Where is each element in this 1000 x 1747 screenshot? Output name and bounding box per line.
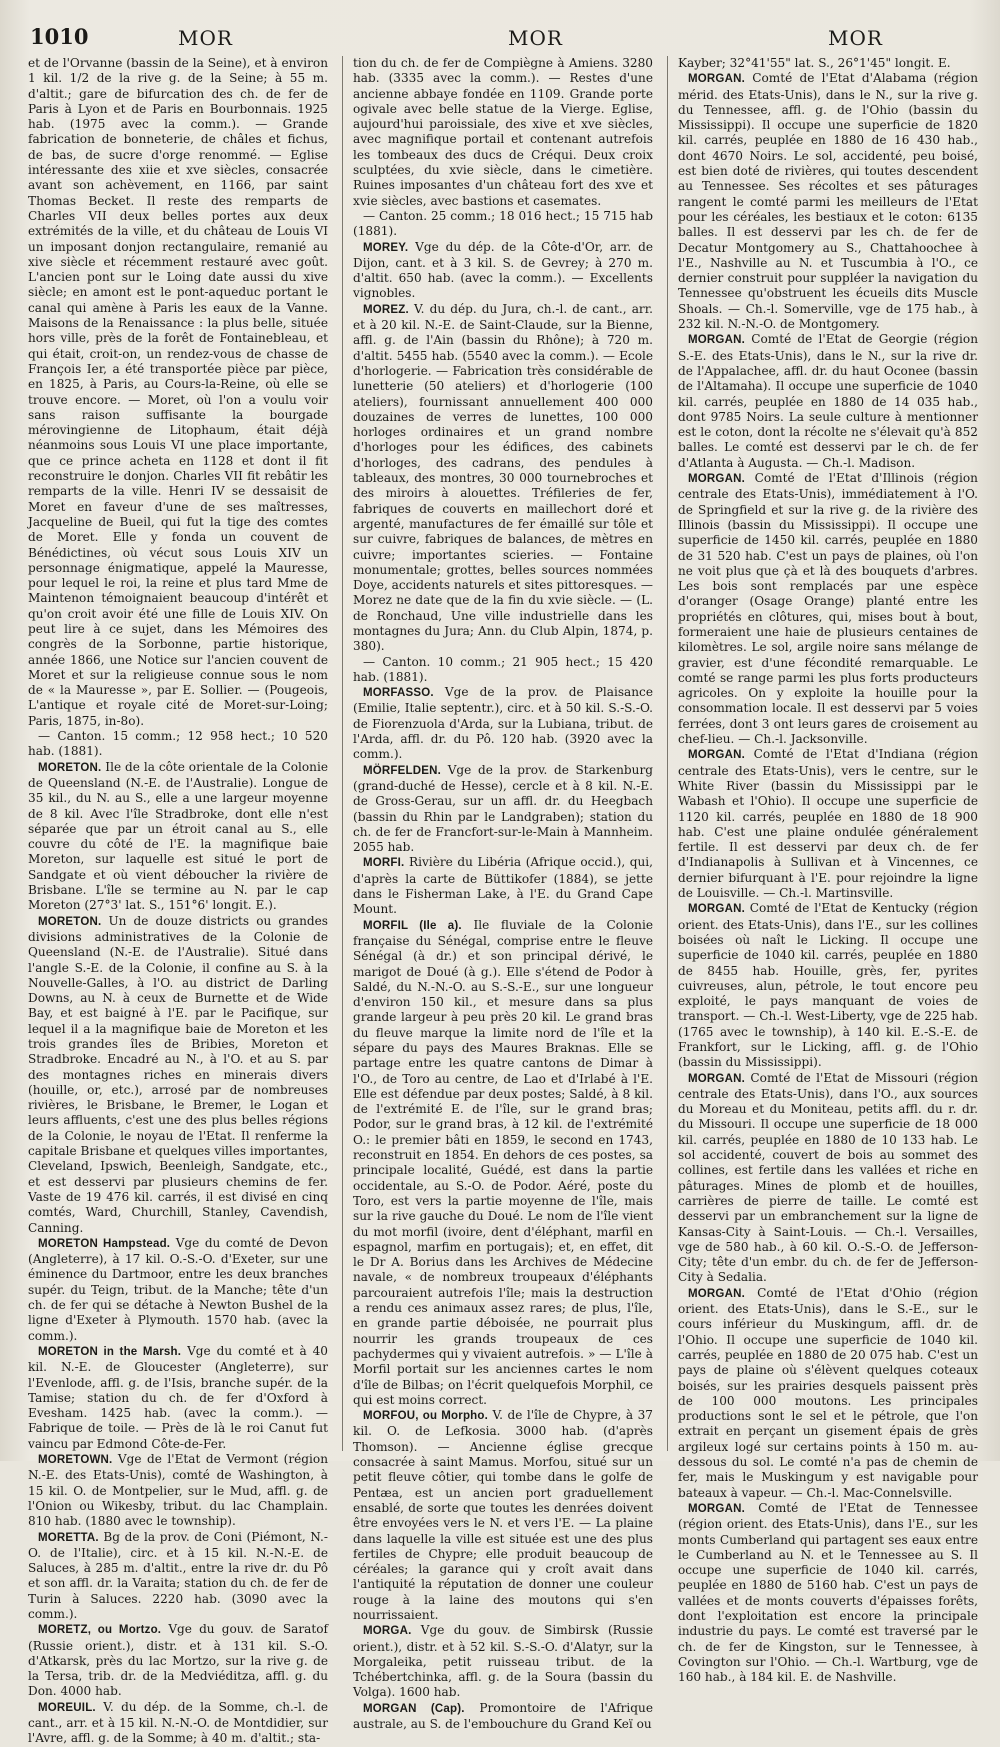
entry-headword: MORETOWN. <box>38 1454 113 1467</box>
entry-text: Comté de l'Etat de Missouri (région centrale des Etats-Unis), dans l'O., aux sources du Moreau et du Moniteau, petits affl. du r. dr. du Missouri. Il occupe une superficie de 18 000 kil. carrés, peuplée en 1880 de 10 133 hab. Le sol accidenté, couvert de bois au sommet des collines, est fertile dans les vallées et riche en pâturages. Mines de plomb et de houilles, carrières de pierre de taille. Le comté est desservi par un embranchement sur la ligne de Kansas-City à Saint-Louis. — Ch.-l. Versailles, vge de 580 hab., à 60 kil. O.-S.-O. de Jefferson-City; tête d'un embr. du ch. de fer de Jefferson-City à Sedalia. <box>678 1070 978 1285</box>
dictionary-entry <box>678 471 978 747</box>
entry-headword: MORETON in the Marsh. <box>38 1345 182 1358</box>
dictionary-entry <box>353 56 653 209</box>
entry-headword: MORGAN. <box>688 73 745 86</box>
dictionary-entry <box>28 1530 328 1623</box>
dictionary-entry <box>28 760 328 914</box>
running-head-right: MOR <box>828 26 883 50</box>
running-head-left: MOR <box>178 26 233 50</box>
dictionary-entry <box>353 918 653 1409</box>
entry-headword: MORETON. <box>38 761 102 774</box>
text-column-right <box>667 56 978 1685</box>
entry-headword: MOREZ. <box>363 303 409 316</box>
dictionary-entry <box>28 1344 328 1452</box>
dictionary-entry <box>678 1286 978 1501</box>
entry-headword: MORGAN. <box>688 1072 745 1085</box>
dictionary-entry <box>28 1452 328 1529</box>
entry-headword: MORGAN. <box>688 903 745 916</box>
dictionary-entry <box>353 855 653 917</box>
dictionary-entry <box>678 71 978 332</box>
entry-text: Vge du gouv. de Saratof (Russie orient.), distr. et à 131 kil. S.-O. d'Atkarsk, près du lac Mortzo, sur la rive g. de la Tersa, trib. dr. de la Medviéditza, affl. g. du Don. 4000 hab. <box>28 1622 328 1699</box>
text-columns <box>28 56 978 1746</box>
entry-text: Bg de la prov. de Coni (Piémont, N.-O. de l'Italie), circ. et à 15 kil. N.-N.-E. de Saluces, à 285 m. d'altit., entre la rive dr. du Pô et son affl. dr. la Varaita; station du ch. de fer de Turin à Saluces. 2220 hab. (3090 avec la comm.). <box>28 1529 328 1621</box>
entry-text: Vge de la prov. de Starkenburg (grand-duché de Hesse), cercle et à 8 kil. N.-E. de Gross-Gerau, sur un affl. dr. du Heegbach (bassin du Rhin par le Landgraben); station du ch. de fer de Francfort-sur-le-Main à Mannheim. 2055 hab. <box>353 762 653 855</box>
entry-headword: MORGAN. <box>688 749 745 762</box>
entry-text: Vge de l'Etat de Vermont (région N.-E. des Etats-Unis), comté de Washington, à 15 kil. O. de Montpelier, sur le Mud, affl. g. de l'Onion ou Wikesby, tribut. du lac Champlain. 810 hab. (1880 avec le township). <box>28 1452 328 1529</box>
entry-headword: MORFOU, ou Morpho. <box>363 1410 489 1423</box>
entry-text: tion du ch. de fer de Compiègne à Amiens. 3280 hab. (3335 avec la comm.). — Restes d'une ancienne abbaye fondée en 1109. Grande porte ogivale avec belle statue de la Vierge. Eglise, aujourd'hui paroissiale, des xive et xve siècles, avec magnifique portail et contenant autrefois les tombeaux des ducs de Créqui. Deux croix sculptées, du xvie siècle, dans le cimetière. Ruines imposantes d'un château fort des xve et xvie siècles, avec bastions et casemates. <box>353 56 653 208</box>
entry-text: Kayber; 32°41'55" lat. S., 26°1'45" longit. E. <box>678 56 951 70</box>
dictionary-entry <box>678 1071 978 1286</box>
dictionary-entry <box>353 655 653 686</box>
dictionary-entry <box>353 240 653 302</box>
entry-text: Comté de l'Etat d'Alabama (région mérid. des Etats-Unis), dans le N., sur la rive g. du Tennessee, affl. g. de l'Ohio (bassin du Mississippi). Il occupe une superficie de 1820 kil. carrés, peuplée en 1880 de 16 430 hab., dont 4670 Noirs. Le sol, accidenté, peu boisé, est bien doté de rivières, qui toutes descendent au Tennessee. Ses récoltes et ses pâturages rangent le comté parmi les meilleurs de l'Etat pour les céréales, les bestiaux et le coton: 6135 balles. Il est desservi par les ch. de fer de Decatur Montgomery au S., Chattahoochee à l'E., Nashville au N. et Tuscumbia à l'O., ce dernier construit pour suppléer la navigation du Tennessee qu'obstruent les écueils dits Muscle Shoals. — Ch.-l. Somerville, vge de 175 hab., à 232 kil. N.-N.-O. de Montgomery. <box>678 71 978 332</box>
entry-headword: MORETON Hampstead. <box>38 1237 171 1250</box>
entry-headword: MORGAN. <box>688 1287 745 1300</box>
entry-text: Vge du comté et à 40 kil. N.-E. de Gloucester (Angleterre), sur l'Evenlode, affl. g. de l'Isis, branche supér. de la Tamise; station du ch. de fer d'Oxford à Evesham. 1425 hab. (avec la comm.). — Fabrique de toile. — Près de là le roi Canut fut vaincu par Edmond Côte-de-Fer. <box>28 1343 328 1451</box>
entry-headword: MOREY. <box>363 241 409 254</box>
dictionary-entry <box>353 1408 653 1623</box>
dictionary-entry <box>28 729 328 760</box>
dictionary-entry <box>678 747 978 901</box>
entry-headword: MORETON. <box>38 915 102 928</box>
entry-headword: MORFI. <box>363 857 405 870</box>
dictionary-entry <box>353 763 653 856</box>
entry-text: Vge de la prov. de Plaisance (Emilie, Italie septentr.), circ. et à 50 kil. S.-S.-O. de Fiorenzuola d'Arda, sur la Lubiana, tribut. de l'Arda, affl. dr. du Pô. 120 hab. (3920 avec la comm.). <box>353 685 653 762</box>
entry-headword: MORETTA. <box>38 1531 99 1544</box>
entry-headword: MORGAN. <box>688 334 745 347</box>
entry-text: Comté de l'Etat d'Ohio (région orient. des Etats-Unis), dans le S.-E., sur le cours inférieur du Muskingum, affl. dr. de l'Ohio. Il occupe une superficie de 1040 kil. carrés, peuplée en 1880 de 20 075 hab. C'est un pays de plaine où s'élèvent quelques coteaux boisés, sur les prairies desquels paissent près de 100 000 moutons. Les principales productions sont le sel et le pétrole, que l'on extrait en perçant un gisement épais de grès argileux logé sur certains points à 150 m. au-dessous du sol. Le comté n'a pas de chemin de fer, mais le Muskingum y est navigable pour bateaux à vapeur. — Ch.-l. Mac-Connelsville. <box>678 1285 978 1500</box>
entry-text: Comté de l'Etat d'Indiana (région centrale des Etats-Unis), vers le centre, sur le White River (bassin du Mississippi par le Wabash et l'Ohio). Il occupe une superficie de 1120 kil. carrés, peuplée en 1880 de 18 900 hab. C'est une plaine ondulée généralement fertile. Il est desservi par deux ch. de fer d'Indianapolis à Sullivan et à Vincennes, ce dernier bifurquant à l'E. pour rejoindre la ligne de Louisville. — Ch.-l. Martinsville. <box>678 747 978 901</box>
dictionary-entry <box>678 1501 978 1686</box>
running-head-center: MOR <box>508 26 563 50</box>
entry-headword: MOREUIL. <box>38 1701 96 1714</box>
dictionary-entry <box>353 685 653 762</box>
entry-text: Vge du comté de Devon (Angleterre), à 17 kil. O.-S.-O. d'Exeter, sur une éminence du Dartmoor, entre les deux branches supér. du Teign, tribut. de la Manche; tête d'un ch. de fer qui se détache à Newton Bushel de la ligne d'Exeter à Plymouth. 1570 hab. (avec la comm.). <box>28 1235 328 1343</box>
dictionary-entry <box>353 209 653 240</box>
entry-headword: MÖRFELDEN. <box>363 764 442 777</box>
entry-text: V. du dép. de la Somme, ch.-l. de cant., arr. et à 15 kil. N.-N.-O. de Montdidier, sur l'Avre, affl. g. de la Somme; à 40 m. d'altit.; sta- <box>28 1699 328 1746</box>
dictionary-entry <box>28 56 328 729</box>
entry-text: — Canton. 25 comm.; 18 016 hect.; 15 715 hab (1881). <box>353 208 653 239</box>
entry-text: Un de douze districts ou grandes divisions administratives de la Colonie de Queensland (N.-E. de l'Australie). Situé dans l'angle S.-E. de la Colonie, il confine au S. à la Nouvelle-Galles, à l'O. au district de Darling Downs, au N. à ceux de Burnette et de Wide Bay, et est baigné à l'E. par le Pacifique, sur lequel il a la magnifique baie de Moreton et les trois grandes îles de Bribies, Moreton et Stradbroke. Encadré au N., à l'O. et au S. par des montagnes riches en minerais divers (houille, or, etc.), arrosé par de nombreuses rivières, le Brisbane, le Bremer, le Logan et leurs affluents, c'est une des plus belles régions de la Colonie, le noyau de l'Etat. Il renferme la capitale Brisbane et quelques villes importantes, Cleveland, Ipswich, Beenleigh, Sandgate, etc., et est desservi par plusieurs chemins de fer. Vaste de 19 476 kil. carrés, il est divisé en cinq comtés, Ward, Churchill, Stanley, Cavendish, Canning. <box>28 913 328 1235</box>
entry-text: et de l'Orvanne (bassin de la Seine), et à environ 1 kil. 1/2 de la rive g. de la Seine; à 55 m. d'altit.; gare de bifurcation des ch. de fer de Paris à Lyon et de Paris en Bourbonnais. 1925 hab. (1975 avec la comm.). — Grande fabrication de bonneterie, de châles et fichus, de bas, de sucre d'orge renommé. — Eglise intéressante des xiie et xve siècles, consacrée avant son achèvement, en 1166, par saint Thomas Becket. Il reste des remparts de Charles VII deux belles portes aux deux extrémités de la ville, et du château de Louis VI un imposant donjon rectangulaire, remanié au xive siècle et récemment restauré avec goût. L'ancien pont sur le Loing date aussi du xive siècle; en amont est le pont-aqueduc portant le canal qui amène à Paris les eaux de la Vanne. Maisons de la Renaissance : la plus belle, située hors ville, près de la forêt de Fontainebleau, et qui était, croit-on, un rendez-vous de chasse de François Ier, a été transportée pièce par pièce, en 1825, à Paris, au Cours-la-Reine, où elle se trouve encore. — Moret, où l'on a voulu voir sans raison suffisante la bourgade mérovingienne de Litophaum, était déjà néanmoins sous Louis VI une place importante, que ce prince acheta en 1128 et dont il fit reconstruire le donjon. Charles VII fit rebâtir les remparts de la ville. Henri IV se dessaisit de Moret en faveur d'une de ses maîtresses, Jacqueline de Bueil, qui fut la tige des comtes de Moret. Elle y fonda un couvent de Bénédictines, où vécut sous Louis XIV un personnage énigmatique, appelé la Mauresse, pour lequel le roi, la reine et plus tard Mme de Maintenon témoignaient beaucoup d'intérêt et qu'on croit avoir été une fille de Louis XIV. On peut lire à ce sujet, dans les Mémoires des congrès de la Sorbonne, partie historique, année 1866, une Notice sur l'ancien couvent de Moret et sur la religieuse connue sous le nom de « la Mauresse », par E. Sollier. — (Pougeois, L'antique et royale cité de Moret-sur-Loing; Paris, 1875, in-8o). <box>28 56 328 728</box>
entry-headword: MORGAN. <box>688 1502 745 1515</box>
entry-text: Vge du dép. de la Côte-d'Or, arr. de Dijon, cant. et à 3 kil. S. de Gevrey; à 270 m. d'altit. 650 hab. (avec la comm.). — Excellents vignobles. <box>353 239 653 301</box>
dictionary-entry <box>353 1623 653 1700</box>
entry-headword: MORFIL (Ile a). <box>363 919 462 932</box>
entry-headword: MORGA. <box>363 1625 412 1638</box>
entry-headword: MORGAN. <box>688 473 745 486</box>
entry-headword: MORGAN (Cap). <box>363 1702 465 1715</box>
dictionary-entry <box>353 1701 653 1733</box>
entry-text: Comté de l'Etat de Georgie (région S.-E. des Etats-Unis), dans le N., sur la rive dr. de l'Appalachee, affl. dr. du haut Oconee (bassin de l'Altamaha). Il occupe une superficie de 1040 kil. carrés, peuplée en 1880 de 14 035 hab., dont 9785 Noirs. La seule culture à mentionner est le coton, dont la récolte ne s'élevait qu'à 852 balles. Le comté est desservi par le ch. de fer d'Atlanta à Augusta. — Ch.-l. Madison. <box>678 332 978 470</box>
entry-text: Vge du gouv. de Simbirsk (Russie orient.), distr. et à 52 kil. S.-S.-O. d'Alatyr, sur la Morgaleika, petit ruisseau tribut. de la Tchébertchinka, affl. g. de la Soura (bassin du Volga). 1600 hab. <box>353 1623 653 1700</box>
page-header <box>28 18 978 56</box>
entry-text: Comté de l'Etat d'Illinois (région centrale des Etats-Unis), immédiatement à l'O. de Springfield et sur la rive g. de la rivière des Illinois (bassin du Mississippi). Il occupe une superficie de 1450 kil. carrés, peuplée en 1880 de 31 520 hab. C'est un pays de plaines, où l'on ne voit plus que çà et là des bouquets d'arbres. Les bois sont remplacés par une espèce d'oranger (Osage Orange) planté entre les propriétés en clôtures, qui, mises bout à bout, formeraient une haie de plusieurs centaines de kilomètres. Le sol, argile noire sans mélange de gravier, est d'une fécondité remarquable. Le comté se range parmi les plus forts producteurs agricoles. On y exploite la houille pour la consommation locale. Il est desservi par 5 voies ferrées, dont 3 ont leurs gares de croisement au chef-lieu. — Ch.-l. Jacksonville. <box>678 471 978 747</box>
entry-headword: MORETZ, ou Mortzo. <box>38 1624 162 1637</box>
entry-text: V. du dép. du Jura, ch.-l. de cant., arr. et à 20 kil. N.-E. de Saint-Claude, sur la Bienne, affl. g. de l'Ain (bassin du Rhône); à 720 m. d'altit. 5455 hab. (5540 avec la comm.). — Ecole d'horlogerie. — Fabrication très considérable de lunetterie (50 ateliers) et d'horlogerie (100 ateliers), fournissant annuellement 400 000 douzaines de verres de lunettes, 100 000 horloges ordinaires et un grand nombre d'horloges pour les édifices, des cabinets d'horloges, des cadrans, des pendules à tableaux, des montres, 30 000 tournebroches et des miroirs à alouettes. Tréfileries de fer, fabriques de couverts en maillechort doré et argenté, manufactures de fer émaillé sur tôle et sur cuivre, fabriques de balances, de mètres en cuivre; importantes scieries. — Fontaine monumentale; grottes, belles sources nommées Doye, accidents naturels et sites pittoresques. — Morez ne date que de la fin du xvie siècle. — (L. de Ronchaud, Une ville industrielle dans les montagnes du Jura; Ann. du Club Alpin, 1874, p. 380). <box>353 301 653 654</box>
dictionary-entry <box>353 302 653 655</box>
entry-text: Comté de l'Etat de Kentucky (région orient. des Etats-Unis), dans l'E., sur les collines boisées où naît le Licking. Il occupe une superficie de 1040 kil. carrés, peuplée en 1880 de 8455 hab. Houille, grès, fer, pyrites cuivreuses, alun, pétrole, le tout encore peu exploité, le pays manquant de voies de transport. — Ch.-l. West-Liberty, vge de 225 hab. (1765 avec le township), à 140 kil. E.-S.-E. de Frankfort, sur le Licking, affl. g. de l'Ohio (bassin du Mississippi). <box>678 901 978 1070</box>
page-number: 1010 <box>30 24 89 49</box>
dictionary-entry <box>28 1622 328 1699</box>
entry-text: — Canton. 15 comm.; 12 958 hect.; 10 520 hab. (1881). <box>28 729 328 759</box>
dictionary-entry <box>678 56 978 71</box>
entry-headword: MORFASSO. <box>363 687 434 700</box>
dictionary-entry <box>678 332 978 471</box>
entry-text: Ile de la côte orientale de la Colonie de Queensland (N.-E. de l'Australie). Longue de 35 kil., du N. au S., elle a une largeur moyenne de 8 kil. Avec l'île Stradbroke, dont elle n'est séparée que par un étroit canal au S., elle couvre du côté de l'E. la magnifique baie Moreton, sur laquelle est situé le port de Sandgate et où vient déboucher la rivière de Brisbane. L'île se termine au N. par le cap Moreton (27°3' lat. S., 151°6' longit. E.). <box>28 759 328 913</box>
entry-text: — Canton. 10 comm.; 21 905 hect.; 15 420 hab. (1881). <box>353 654 653 684</box>
text-column-left <box>28 56 328 1746</box>
dictionary-entry <box>28 1236 328 1344</box>
entry-text: Comté de l'Etat de Tennessee (région orient. des Etats-Unis), dans l'E., sur les monts Cumberland qui partagent ses eaux entre le Cumberland au N. et le Tennessee au S. Il occupe une superficie de 1040 kil. carrés, peuplée en 1880 de 5160 hab. C'est un pays de vallées et de monts couverts d'épaisses forêts, dont l'exploitation est encore la principale industrie du pays. Le comté est traversé par le ch. de fer de Kingston, sur le Tennessee, à Covington sur l'Ohio. — Ch.-l. Wartburg, vge de 160 hab., à 184 kil. E. de Nashville. <box>678 1500 978 1685</box>
entry-text: Ile fluviale de la Colonie française du Sénégal, comprise entre le fleuve Sénégal (à dr.) et son principal dérivé, le marigot de Doué (à g.). Elle s'étend de Podor à Saldé, du N.-N.-O. au S.-S.-E., sur une longueur d'environ 150 kil., et mesure dans sa plus grande largeur à peu près 20 kil. Le grand bras du fleuve marque la limite nord de l'île et la sépare du pays des Maures Braknas. Elle se partage entre les quatre cantons de Dimar à l'O., de Toro au centre, de Lao et d'Irlabé à l'E. Elle est défendue par deux postes; Saldé, à 8 kil. de l'extrémité E. de l'île, sur le grand bras; Podor, sur le grand bras, à 12 kil. de l'extrémité O.: le premier bâti en 1859, le second en 1743, reconstruit en 1854. En dehors de ces postes, sa principale localité, Guédé, est dans la partie occidentale, au S.-O. de Podor. Aéré, poste du Toro, est vers la partie moyenne de l'île, mais sur la rive gauche du Doué. Le nom de l'île vient du mot morfil (ivoire, dent d'éléphant, marfil en espagnol, marfim en portugais); et, en effet, dit le Dr A. Borius dans les Archives de Médecine navale, « de nombreux troupeaux d'éléphants parcouraient autrefois l'île; mais la destruction a rendu ces animaux assez rares; de plus, l'île, en grande partie déboisée, ne pourrait plus nourrir les grands troupeaux de ces pachydermes qui y vivaient autrefois. » — L'île à Morfil portait sur les anciennes cartes le nom d'île de Bilbas; on l'écrit quelquefois Morphil, ce qui est moins correct. <box>353 917 653 1407</box>
entry-text: V. de l'île de Chypre, à 37 kil. O. de Lefkosia. 3000 hab. (d'après Thomson). — Ancienne église grecque consacrée à saint Mamus. Morfou, situé sur un petit fleuve côtier, qui tombe dans le golfe de Pentæa, est un ancien port graduellement ensablé, de sorte que toutes les denrées doivent être envoyées vers le N. et vers l'E. — La plaine dans laquelle la ville est située est une des plus fertiles de Chypre; elle produit beaucoup de céréales; la garance qui y croît avait dans l'antiquité la réputation de donner une couleur rouge à la laine des moutons qui s'en nourrissaient. <box>353 1408 653 1622</box>
text-column-middle <box>342 56 653 1732</box>
entry-text: Rivière du Libéria (Afrique occid.), qui, d'après la carte de Büttikofer (1884), se jette dans le Fisherman Lake, à l'E. du Grand Cape Mount. <box>353 855 653 917</box>
dictionary-entry <box>678 901 978 1070</box>
dictionary-entry <box>28 1700 328 1747</box>
entry-text: Promontoire de l'Afrique australe, au S. de l'embouchure du Grand Keï ou <box>353 1700 653 1732</box>
dictionary-entry <box>28 914 328 1236</box>
